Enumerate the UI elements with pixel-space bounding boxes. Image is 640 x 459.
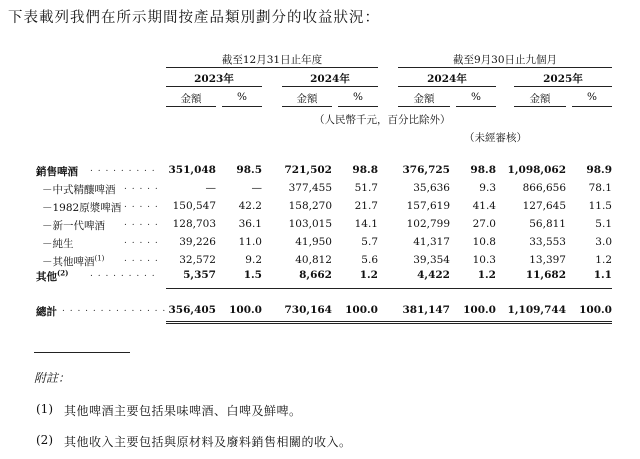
cell-value: 51.7 [354, 182, 378, 194]
col-header-amount: 金額 [529, 93, 551, 105]
cell-value: 36.1 [238, 218, 262, 230]
cell-value: 33,553 [529, 236, 566, 248]
row-label [42, 200, 121, 215]
footnote-ref: (1) [94, 254, 105, 263]
group-rule-9m [398, 67, 612, 68]
row-label [36, 164, 78, 179]
col-rule [572, 106, 612, 107]
cell-value: 1,098,062 [507, 164, 566, 176]
total-label: 總計 [36, 306, 57, 318]
total-value: 100.0 [345, 304, 378, 316]
cell-value: 11.0 [238, 236, 262, 248]
cell-value: 42.2 [238, 200, 262, 212]
cell-value: 157,619 [406, 200, 450, 212]
row-label-text: －純生 [42, 238, 74, 250]
cell-value: 128,703 [172, 218, 216, 230]
row-label-text: 銷售啤酒 [36, 166, 78, 178]
intro-text: 下表載列我們在所示期間按產品類別劃分的收益狀況： [8, 10, 380, 26]
col-header-pct: % [237, 91, 247, 103]
cell-value: 1.2 [595, 254, 612, 266]
cell-value: 3.0 [595, 236, 612, 248]
total-value: 100.0 [229, 304, 262, 316]
footnote-text: 其他收入主要包括與原材料及廢料銷售相關的收入。 [64, 435, 352, 449]
group-header-fy: 截至12月31日止年度 [221, 54, 323, 66]
row-label [42, 182, 116, 197]
cell-value: 5.1 [595, 218, 612, 230]
col-rule [398, 106, 450, 107]
cell-value: 8,662 [299, 269, 332, 281]
col-rule [166, 106, 216, 107]
row-label [36, 269, 69, 284]
cell-value: 351,048 [168, 164, 216, 176]
subtotal-rule [166, 288, 612, 289]
cell-value: 9.3 [479, 182, 496, 194]
row-label-text: －1982原漿啤酒 [42, 202, 122, 214]
cell-value: 27.0 [472, 218, 496, 230]
total-value: 100.0 [579, 304, 612, 316]
cell-value: 41,317 [413, 236, 450, 248]
col-rule [514, 106, 566, 107]
cell-value: 5,357 [183, 269, 216, 281]
cell-value: 11.5 [588, 200, 612, 212]
leader-dots: . . . . . [124, 254, 159, 264]
cell-value: 1.1 [593, 269, 612, 281]
col-rule [282, 106, 332, 107]
leader-dots: . . . . . [124, 200, 159, 210]
total-rule [166, 321, 612, 322]
footnote-title: 附註： [34, 371, 71, 385]
cell-value: 1.2 [359, 269, 378, 281]
col-header-pct: % [587, 91, 597, 103]
cell-value: 39,354 [413, 254, 450, 266]
cell-value: 5.7 [361, 236, 378, 248]
total-value: 381,147 [402, 304, 450, 316]
year-rule [282, 86, 378, 87]
cell-value: 39,226 [179, 236, 216, 248]
cell-value: 866,656 [522, 182, 566, 194]
cell-value: 78.1 [588, 182, 612, 194]
cell-value: 102,799 [406, 218, 450, 230]
cell-value: 1.5 [243, 269, 262, 281]
total-value: 100.0 [463, 304, 496, 316]
row-label [42, 236, 74, 251]
col-rule [456, 106, 496, 107]
cell-value: — [251, 182, 262, 194]
col-rule [338, 106, 378, 107]
cell-value: 13,397 [529, 254, 566, 266]
cell-value: 35,636 [413, 182, 450, 194]
leader-dots: . . . . . [124, 218, 159, 228]
cell-value: 41,950 [295, 236, 332, 248]
cell-value: 98.8 [352, 164, 378, 176]
cell-value: 103,015 [288, 218, 332, 230]
cell-value: 158,270 [288, 200, 332, 212]
year-header: 2025年 [543, 73, 583, 85]
unit-note: （人民幣千元，百分比除外） [314, 114, 451, 126]
leader-dots: . . . . . . . . . . . . . . [62, 304, 167, 314]
year-header: 2024年 [427, 73, 467, 85]
footnote-number: (1) [36, 402, 53, 416]
row-label [42, 218, 105, 233]
leader-dots: . . . . . . . . . [90, 269, 156, 279]
total-rule [166, 323, 612, 324]
group-header-9m: 截至9月30日止九個月 [452, 54, 558, 66]
cell-value: 10.3 [472, 254, 496, 266]
cell-value: 11,682 [525, 269, 566, 281]
cell-value: 32,572 [179, 254, 216, 266]
footnote-divider [34, 352, 130, 353]
col-rule [222, 106, 262, 107]
cell-value: 721,502 [284, 164, 332, 176]
cell-value: 4,422 [417, 269, 450, 281]
cell-value: 1.2 [477, 269, 496, 281]
leader-dots: . . . . . [124, 236, 159, 246]
row-label-text: －中式精釀啤酒 [42, 184, 116, 196]
cell-value: 150,547 [172, 200, 216, 212]
cell-value: 377,455 [288, 182, 332, 194]
row-label-text: －其他啤酒 [42, 256, 95, 268]
cell-value: 98.5 [236, 164, 262, 176]
cell-value: 14.1 [354, 218, 378, 230]
group-rule-fy [166, 67, 378, 68]
footnote-number: (2) [36, 433, 53, 447]
cell-value: 98.8 [470, 164, 496, 176]
cell-value: 40,812 [295, 254, 332, 266]
cell-value: 56,811 [529, 218, 566, 230]
total-value: 356,405 [168, 304, 216, 316]
row-label-text: 其他 [36, 271, 57, 283]
col-header-pct: % [471, 91, 481, 103]
cell-value: 5.6 [361, 254, 378, 266]
year-rule [398, 86, 496, 87]
col-header-amount: 金額 [296, 93, 318, 105]
col-header-pct: % [353, 91, 363, 103]
cell-value: 21.7 [354, 200, 378, 212]
cell-value: 376,725 [402, 164, 450, 176]
year-rule [514, 86, 612, 87]
col-header-amount: 金額 [180, 93, 202, 105]
cell-value: 41.4 [472, 200, 496, 212]
year-header: 2024年 [310, 73, 350, 85]
row-label [42, 254, 104, 269]
leader-dots: . . . . . . . . . [90, 164, 156, 174]
row-label-text: －新一代啤酒 [42, 220, 105, 232]
total-value: 730,164 [284, 304, 332, 316]
leader-dots: . . . . . [124, 182, 159, 192]
total-value: 1,109,744 [507, 304, 566, 316]
col-header-amount: 金額 [413, 93, 435, 105]
cell-value: 9.2 [245, 254, 262, 266]
cell-value: 127,645 [522, 200, 566, 212]
audit-note: （未經審核） [464, 132, 527, 144]
year-header: 2023年 [194, 73, 234, 85]
cell-value: 98.9 [586, 164, 612, 176]
footnote-text: 其他啤酒主要包括果味啤酒、白啤及鮮啤。 [64, 404, 302, 418]
year-rule [166, 86, 262, 87]
footnote-ref: (2) [57, 268, 69, 278]
cell-value: — [205, 182, 216, 194]
cell-value: 10.8 [472, 236, 496, 248]
